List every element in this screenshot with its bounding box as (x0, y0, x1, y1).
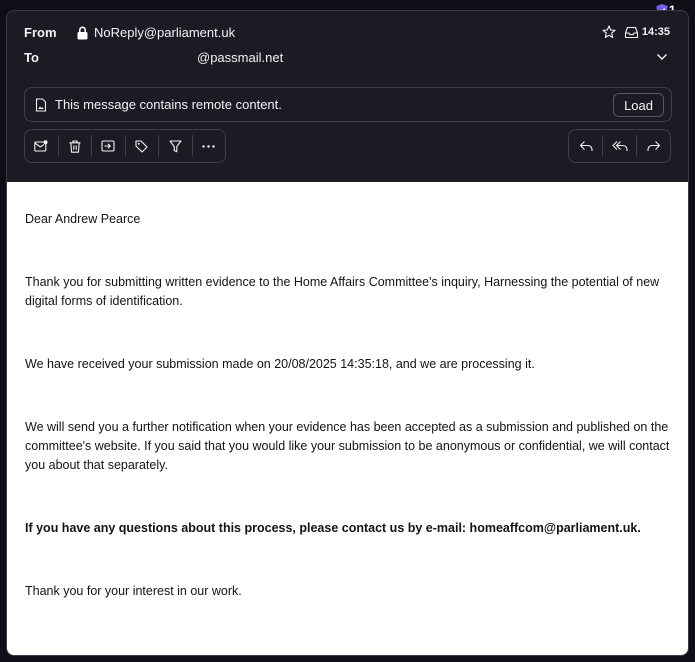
message-window (6, 10, 689, 656)
file-image-icon (35, 98, 47, 112)
lock-icon (76, 26, 89, 40)
label-button[interactable] (126, 130, 159, 162)
filter-icon (169, 140, 182, 153)
trash-button[interactable] (59, 130, 92, 162)
received-time: 14:35 (641, 26, 670, 38)
move-button[interactable] (92, 130, 125, 162)
reply-button[interactable] (569, 130, 602, 162)
message-paragraph: Thank you for submitting written evidence to the Home Affairs Committee's inquiry, Harnessing the potential of new digital forms of identification. (25, 275, 660, 308)
mark-unread-button[interactable] (25, 130, 58, 162)
inbox-icon (624, 26, 639, 39)
star-icon[interactable] (602, 25, 616, 39)
chevron-down-icon[interactable] (656, 53, 668, 61)
more-button[interactable] (193, 130, 226, 162)
from-row (24, 25, 235, 40)
reply-all-icon (612, 140, 628, 152)
tag-icon (135, 140, 148, 153)
trash-icon (69, 140, 81, 153)
message-greeting: Dear Andrew Pearce (25, 212, 141, 226)
from-label: From (24, 25, 57, 40)
to-row (24, 50, 283, 65)
message-paragraph: Thank you for your interest in our work. (25, 584, 242, 598)
load-button[interactable]: Load (613, 93, 664, 117)
message-actions-toolbar (24, 129, 226, 163)
forward-icon (647, 140, 661, 152)
message-meta (602, 25, 670, 39)
mark-unread-icon (34, 140, 48, 152)
remote-content-banner (24, 87, 672, 122)
reply-icon (579, 140, 593, 152)
to-label: To (24, 50, 39, 65)
move-icon (101, 140, 115, 152)
message-header (7, 11, 688, 182)
banner-text: This message contains remote content. (55, 97, 282, 112)
message-paragraph: We will send you a further notification when your evidence has been accepted as a submission and published on the committee's website. If you said that you would like your submission to be anonymous or confidential, we will contact you about that separately. (25, 420, 670, 472)
recipient-address[interactable]: @passmail.net (197, 50, 284, 65)
forward-button[interactable] (637, 130, 670, 162)
message-paragraph: We have received your submission made on 20/08/2025 14:35:18, and we are processing it. (25, 357, 535, 371)
filter-button[interactable] (159, 130, 192, 162)
message-contact-paragraph: If you have any questions about this process, please contact us by e-mail: homeaffcom@parliament.uk. (25, 521, 641, 535)
reply-all-button[interactable] (603, 130, 636, 162)
message-body (7, 182, 688, 656)
reply-toolbar (568, 129, 671, 163)
received-info (624, 26, 670, 39)
more-icon (202, 145, 215, 148)
sender-address[interactable]: NoReply@parliament.uk (94, 25, 236, 40)
